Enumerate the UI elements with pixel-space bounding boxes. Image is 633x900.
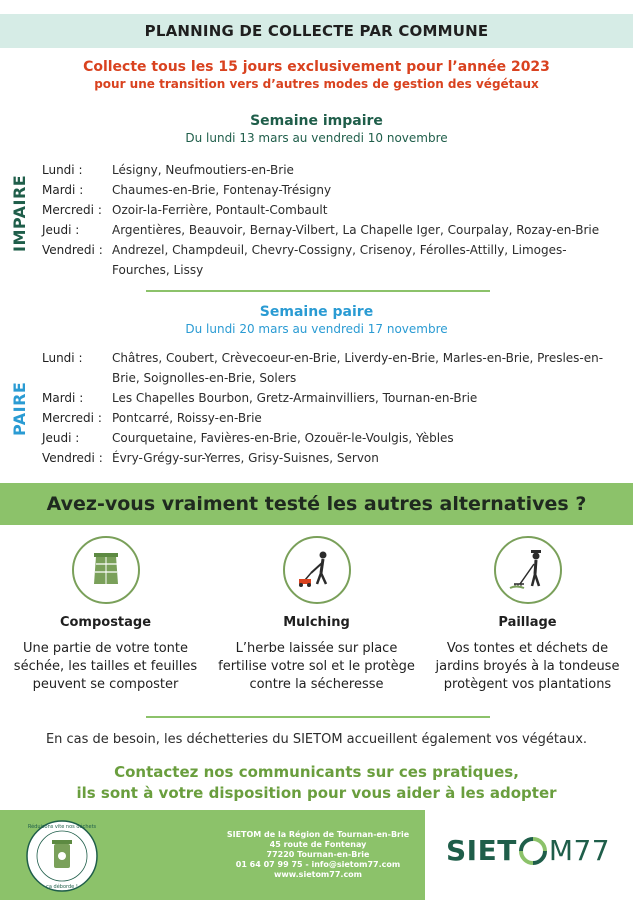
impaire-heading — [0, 112, 633, 146]
impaire-schedule — [42, 160, 622, 280]
schedule-row — [42, 408, 622, 428]
impaire-title: Semaine impaire — [250, 113, 383, 129]
alternative-name: Paillage — [498, 615, 557, 630]
intro-line-2: pour une transition vers d’autres modes de gestion des végétaux — [94, 77, 539, 91]
paire-vertical-label: PAIRE — [10, 381, 29, 436]
schedule-row — [42, 220, 622, 240]
schedule-row — [42, 200, 622, 220]
address-line: www.sietom77.com — [273, 870, 363, 879]
reduce-waste-stamp-icon — [24, 818, 100, 894]
paire-heading — [0, 303, 633, 337]
alternative-desc: Vos tontes et déchets de jardins broyés à la tondeuse protègent vos plantations — [435, 641, 620, 692]
day-label: Lundi : — [42, 163, 83, 177]
towns: Les Chapelles Bourbon, Gretz-Armainvilliers, Tournan-en-Brie — [112, 391, 478, 405]
alternatives-banner — [0, 483, 633, 525]
impaire-vertical-label: IMPAIRE — [10, 174, 29, 252]
schedule-row — [42, 448, 622, 468]
towns: Lésigny, Neufmoutiers-en-Brie — [112, 163, 294, 177]
alternatives-list — [0, 536, 633, 694]
day-label: Jeudi : — [42, 223, 80, 237]
logo-text-left: SIET — [446, 834, 517, 867]
contact-line-2: ils sont à votre disposition pour vous aider à les adopter — [76, 784, 557, 802]
schedule-row — [42, 180, 622, 200]
address-line: SIETOM de la Région de Tournan-en-Brie — [226, 830, 410, 839]
towns: Évry-Grégy-sur-Yerres, Grisy-Suisnes, Servon — [112, 451, 379, 465]
day-label: Vendredi : — [42, 451, 103, 465]
footer-address — [218, 830, 418, 880]
page-title: PLANNING DE COLLECTE PAR COMMUNE — [144, 22, 489, 40]
schedule-row — [42, 160, 622, 180]
compost-bin-icon — [72, 536, 140, 604]
schedule-row — [42, 388, 622, 408]
svg-text:Réduisons vite nos déchets: Réduisons vite nos déchets — [27, 824, 97, 830]
schedule-row — [42, 428, 622, 448]
towns: Chaumes-en-Brie, Fontenay-Trésigny — [112, 183, 332, 197]
day-label: Jeudi : — [42, 431, 80, 445]
svg-text:ça déborde !: ça déborde ! — [46, 884, 78, 890]
address-line: 45 route de Fontenay — [269, 840, 367, 849]
day-label: Vendredi : — [42, 243, 103, 257]
schedule-row — [42, 240, 622, 280]
lawnmower-icon — [283, 536, 351, 604]
towns: Courquetaine, Favières-en-Brie, Ozouër-le-Voulgis, Yèbles — [112, 431, 454, 445]
intro — [0, 58, 633, 93]
impaire-dates: Du lundi 13 mars au vendredi 10 novembre — [185, 131, 448, 145]
intro-line-1: Collecte tous les 15 jours exclusivement pour l’année 2023 — [83, 59, 550, 75]
towns: Ozoir-la-Ferrière, Pontault-Combault — [112, 203, 328, 217]
sietom-logo — [446, 834, 610, 867]
gardener-rake-icon — [494, 536, 562, 604]
day-label: Lundi : — [42, 351, 83, 365]
day-label: Mardi : — [42, 391, 84, 405]
footer-band — [0, 810, 425, 900]
alternative-name: Mulching — [283, 615, 350, 630]
paire-schedule — [42, 348, 622, 468]
dechetteries-note: En cas de besoin, les déchetteries du SIETOM accueillent également vos végétaux. — [45, 732, 588, 747]
day-label: Mercredi : — [42, 411, 102, 425]
address-line: 01 64 07 99 75 - info@sietom77.com — [235, 860, 401, 869]
logo-text-right: M77 — [548, 834, 611, 867]
alternatives-title: Avez-vous vraiment testé les autres alternatives ? — [46, 493, 587, 515]
day-label: Mercredi : — [42, 203, 102, 217]
contact-message — [0, 762, 633, 804]
towns: Châtres, Coubert, Crèvecoeur-en-Brie, Liverdy-en-Brie, Marles-en-Brie, Presles-en-Brie, Soignolles-en-Brie, Solers — [112, 351, 604, 385]
header-band — [0, 14, 633, 48]
schedule-row — [42, 348, 622, 388]
alternative-desc: L’herbe laissée sur place fertilise votre sol et le protège contre la sécheresse — [218, 641, 415, 692]
contact-line-1: Contactez nos communicants sur ces pratiques, — [114, 763, 519, 781]
paire-title: Semaine paire — [259, 304, 374, 320]
towns: Andrezel, Champdeuil, Chevry-Cossigny, Crisenoy, Férolles-Attilly, Limoges-Fourches, Lissy — [112, 243, 567, 277]
towns: Argentières, Beauvoir, Bernay-Vilbert, La Chapelle Iger, Courpalay, Rozay-en-Brie — [112, 223, 600, 237]
alternative-paillage — [422, 536, 633, 694]
paire-dates: Du lundi 20 mars au vendredi 17 novembre — [185, 322, 448, 336]
alternative-desc: Une partie de votre tonte séchée, les tailles et feuilles peuvent se composter — [13, 641, 198, 692]
section-divider — [146, 716, 490, 718]
alternative-name: Compostage — [59, 615, 152, 630]
towns: Pontcarré, Roissy-en-Brie — [112, 411, 262, 425]
section-divider — [146, 290, 490, 292]
address-line: 77220 Tournan-en-Brie — [266, 850, 370, 859]
day-label: Mardi : — [42, 183, 84, 197]
alternative-compostage — [0, 536, 211, 694]
recycle-o-icon — [518, 836, 548, 866]
alternative-mulching — [211, 536, 422, 694]
